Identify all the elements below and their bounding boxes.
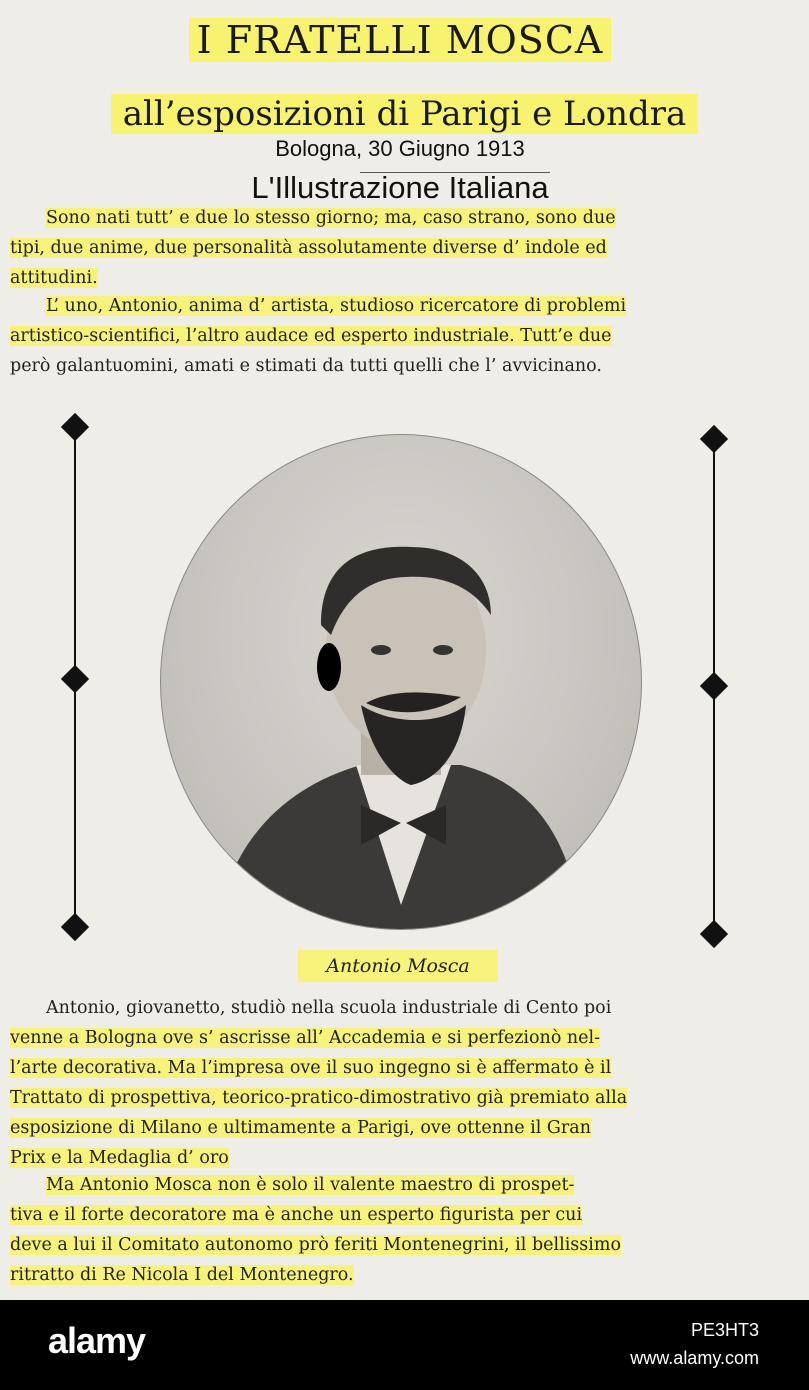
paragraph-3-line: Prix e la Medaglia d’ oro — [10, 1148, 229, 1168]
paragraph-2-line: L’ uno, Antonio, anima d’ artista, studioso ricercatore di problemi — [46, 296, 627, 316]
publication-name: L'Illustrazione Italiana — [251, 170, 549, 205]
diamond-icon — [61, 413, 89, 441]
paragraph-1-line: tipi, due anime, due personalità assolutamente diverse d’ indole ed — [10, 238, 607, 258]
paragraph-3-line: venne a Bologna ove s’ ascrisse all’ Accademia e si perfezionò nel- — [10, 1028, 601, 1048]
paragraph-4-line: tiva e il forte decoratore ma è anche un esperto figurista per cui — [10, 1205, 583, 1225]
right-ornament-rail — [699, 424, 729, 954]
paragraph-2-line: però galantuomini, amati e stimati da tutti quelli che l’ avvicinano. — [10, 356, 602, 376]
portrait-caption: Antonio Mosca — [298, 950, 498, 982]
diamond-icon — [700, 425, 728, 453]
paragraph-1-line: Sono nati tutt’ e due lo stesso giorno; ma, caso strano, sono due — [46, 208, 616, 228]
paragraph-2 — [10, 291, 800, 381]
paragraph-3-line: esposizione di Milano e ultimamente a Parigi, ove ottenne il Gran — [10, 1118, 591, 1138]
left-ornament-rail — [60, 412, 90, 942]
diamond-icon — [61, 913, 89, 941]
paragraph-4-line: ritratto di Re Nicola I del Montenegro. — [10, 1265, 354, 1285]
image-id: PE3HT3 — [690, 1320, 759, 1340]
paragraph-3-line: Antonio, giovanetto, studiò nella scuola industriale di Cento poi — [46, 998, 612, 1018]
paragraph-3-line: Trattato di prospettiva, teorico-pratico-dimostrativo già premiato alla — [10, 1088, 628, 1108]
alamy-logo: alamy — [48, 1320, 146, 1361]
diamond-icon — [61, 665, 89, 693]
dateline: Bologna, 30 Giugno 1913 — [275, 136, 525, 161]
watermark-footer — [0, 1300, 809, 1390]
paragraph-4 — [10, 1170, 800, 1290]
article-title — [160, 18, 640, 66]
paragraph-4-line: Ma Antonio Mosca non è solo il valente maestro di prospet- — [46, 1175, 575, 1195]
diamond-icon — [700, 920, 728, 948]
site-url: www.alamy.com — [630, 1348, 759, 1368]
paragraph-1-line: attitudini. — [10, 268, 98, 288]
article-subtitle-text: all’esposizioni di Parigi e Londra — [111, 94, 699, 134]
article-subtitle — [40, 94, 769, 140]
diamond-icon — [700, 672, 728, 700]
paragraph-3-line: l’arte decorativa. Ma l’impresa ove il suo ingegno si è affermato è il — [10, 1058, 612, 1078]
paragraph-1 — [10, 203, 800, 293]
paragraph-4-line: deve a lui il Comitato autonomo prò feriti Montenegrini, il bellissimo — [10, 1235, 621, 1255]
article-title-text: I FRATELLI MOSCA — [189, 18, 612, 62]
paragraph-2-line: artistico-scientifici, l’altro audace ed esperto industriale. Tutt’e due — [10, 326, 612, 346]
portrait-illustration — [161, 435, 641, 929]
paragraph-3 — [10, 993, 800, 1173]
portrait-photo — [160, 434, 642, 930]
